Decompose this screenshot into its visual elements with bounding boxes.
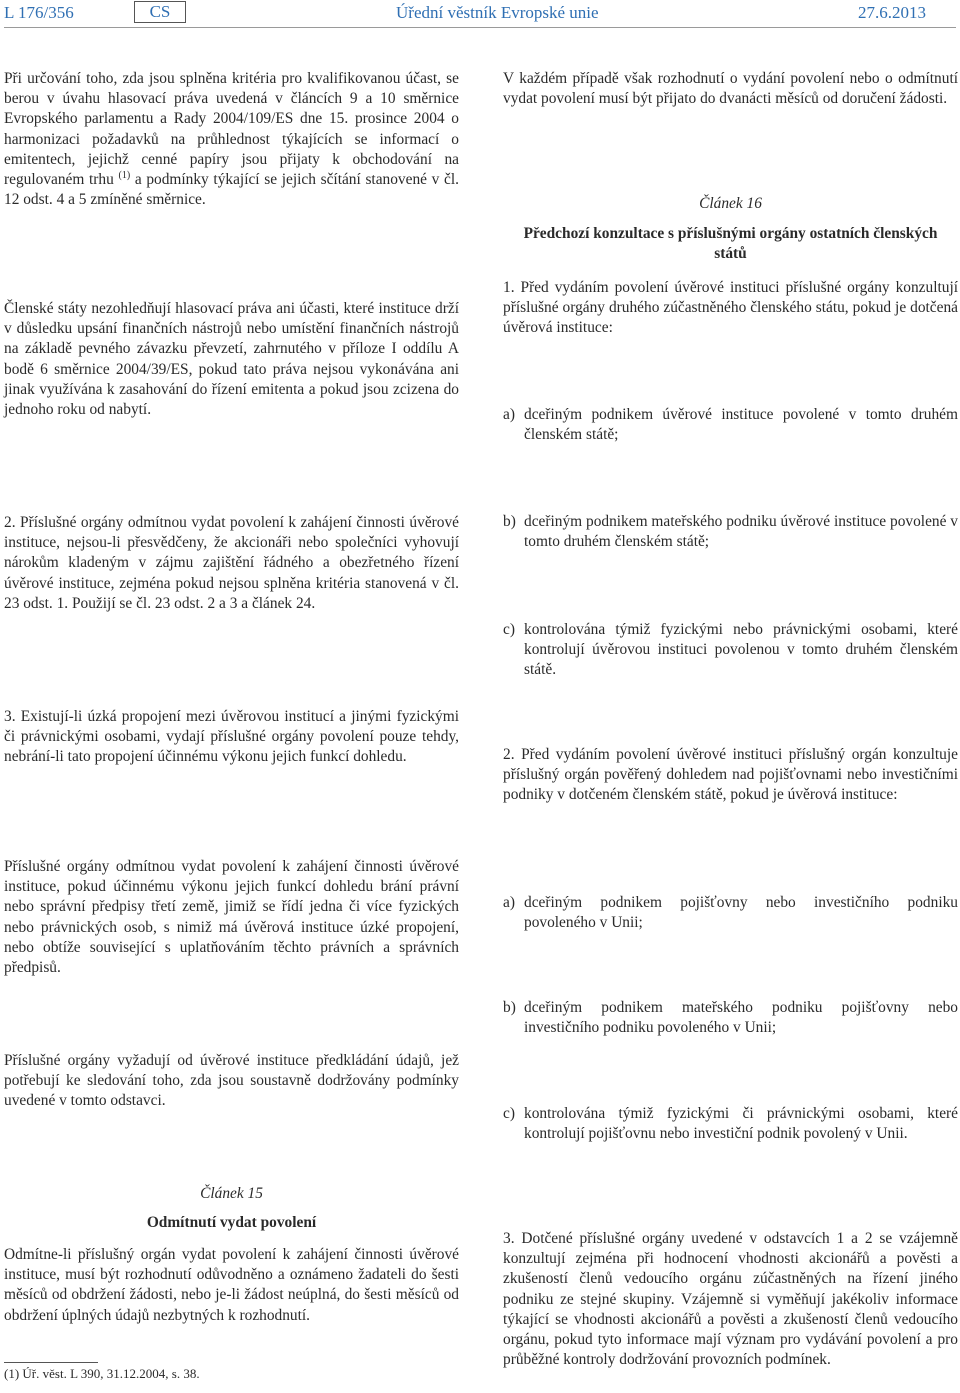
- left-paragraph-1-text: Při určování toho, zda jsou splněna kritéria pro kvalifikovanou účast, se berou v úvahu hlasovací práva uvedená v článcích 9 a 10 směrnice Evropského parlamentu a Rady 2004/109/ES dne 15. prosince 2004 o harmonizaci požadavků na průhlednost týkajících se informací o emitentech, jejichž cenné papíry jsou přijaty k obchodování na regulovaném trhu: [4, 70, 459, 189]
- right-paragraph-1-text: V každém případě však rozhodnutí o vydání povolení nebo o odmítnutí vydat povolení musí být přijato do dvanácti měsíců od doručení žádosti.: [503, 70, 958, 108]
- list-1-item-b: [503, 512, 958, 552]
- footnote-ref[interactable]: (1): [118, 169, 131, 181]
- right-paragraph-3: [503, 745, 958, 806]
- list-1-item-c: [503, 620, 958, 681]
- footnote-divider: [4, 1362, 98, 1363]
- journal-title: Úřední věstník Evropské unie: [396, 3, 599, 22]
- left-paragraph-1-end: a podmínky týkající se jejich sčítání stanovené v čl. 12 odst. 4 a 5 zmíněné směrnice.: [4, 171, 459, 209]
- left-paragraph-4: [4, 707, 459, 768]
- list-marker: a): [503, 894, 515, 911]
- list-marker: c): [503, 1105, 515, 1122]
- left-paragraph-3-text: 2. Příslušné orgány odmítnou vydat povolení k zahájení činnosti úvěrové instituce, nejsou-li přesvědčeny, že akcionáři nebo společníci vyhovují nárokům kladeným v zájmu zajištění řádného a obezřetného řízení úvěrové instituce, zejména pokud nejsou splněna kritéria stanovená v čl. 23 odst. 1. Použijí se čl. 23 odst. 2 a 3 a článek 24.: [4, 514, 459, 612]
- header-divider: [4, 27, 956, 28]
- footnote: (1) Úř. věst. L 390, 31.12.2004, s. 38.: [4, 1366, 200, 1381]
- left-paragraph-6-text: Příslušné orgány vyžadují od úvěrové instituce předkládání údajů, jež potřebují ke sledování toho, zda jsou soustavně dodržovány podmínky uvedené v tomto odstavci.: [4, 1052, 459, 1110]
- list-item-text: dceřiným podnikem úvěrové instituce povolené v tomto druhém členském státě;: [524, 406, 958, 444]
- list-item-text: kontrolována týmiž fyzickými nebo právnickými osobami, které kontrolují úvěrovou instituci povolenou v tomto druhém členském státě.: [524, 621, 958, 679]
- list-item-text: dceřiným podnikem mateřského podniku úvěrové instituce povolené v tomto druhém členském státě;: [524, 513, 958, 551]
- left-paragraph-2-text: Členské státy nezohledňují hlasovací práva ani účasti, které instituce drží v důsledku upsání finančních nástrojů nebo umístění finančních nástrojů na základě pevného závazku převzetí, zahrnutého v příloze I oddílu A bodě 6 směrnice 2004/39/ES, pokud tato práva nejsou vykonávána ani jinak využívána k zasahování do řízení emitenta a pokud jsou zcizena do jednoho roku od nabytí.: [4, 300, 459, 419]
- left-paragraph-1: [4, 69, 459, 210]
- list-item-text: dceřiným podnikem mateřského podniku pojišťovny nebo investičního podniku povoleného v Unii;: [524, 999, 958, 1037]
- left-paragraph-2: [4, 299, 459, 420]
- list-marker: a): [503, 406, 515, 423]
- left-paragraph-5: [4, 857, 459, 978]
- article-15-number: Článek 15: [200, 1185, 263, 1202]
- right-paragraph-4-text: 3. Dotčené příslušné orgány uvedené v odstavcích 1 a 2 se vzájemně konzultují zejména při hodnocení vhodnosti akcionářů a pověsti a zkušeností členů vedoucího orgánu zúčastněných na řízení jiného podniku ze stejné skupiny. Vzájemně si vyměňují jakékoliv informace týkající se vhodnosti akcionářů a pověsti a zkušeností členů vedoucího orgánu, pokud tyto informace mají význam pro vydávání povolení a pro průběžné kontroly dodržování provozních podmínek.: [503, 1230, 958, 1369]
- publication-date: 27.6.2013: [858, 3, 926, 22]
- page-reference: L 176/356: [4, 3, 74, 22]
- list-marker: b): [503, 999, 516, 1016]
- left-paragraph-3: [4, 513, 459, 614]
- list-marker: c): [503, 621, 515, 638]
- article-15-title: Odmítnutí vydat povolení: [146, 1214, 317, 1232]
- right-paragraph-2-text: 1. Před vydáním povolení úvěrové instituci příslušné orgány konzultují příslušné orgány druhého zúčastněného členského státu, pokud je dotčená úvěrová instituce:: [503, 279, 958, 337]
- right-paragraph-2: [503, 278, 958, 339]
- right-paragraph-3-text: 2. Před vydáním povolení úvěrové instituci příslušný orgán konzultuje příslušný orgán pověřený dohledem nad pojišťovnami nebo investičními podniky v dotčeném členském státě, pokud je úvěrová instituce:: [503, 746, 958, 804]
- list-item-text: dceřiným podnikem pojišťovny nebo investičního podniku povoleného v Unii;: [524, 894, 958, 932]
- list-2-item-c: [503, 1104, 958, 1144]
- list-marker: b): [503, 513, 516, 530]
- language-badge: CS: [134, 1, 186, 23]
- left-paragraph-7: [4, 1245, 459, 1326]
- right-paragraph-1: [503, 69, 958, 109]
- left-paragraph-6: [4, 1051, 459, 1112]
- article-15-heading: [4, 1184, 459, 1233]
- article-16-heading: [503, 194, 958, 265]
- right-paragraph-4: [503, 1229, 958, 1370]
- left-paragraph-4-text: 3. Existují-li úzká propojení mezi úvěrovou institucí a jinými fyzickými či právnickými osobami, vydají příslušné orgány povolení pouze tehdy, nebrání-li tato propojení účinnému výkonu jejich funkcí dohledu.: [4, 708, 459, 766]
- list-1-item-a: [503, 405, 958, 445]
- left-paragraph-5-text: Příslušné orgány odmítnou vydat povolení k zahájení činnosti úvěrové instituce, pokud účinnému výkonu jejich funkcí dohledu brání právní nebo správní předpisy třetí země, jimiž se řídí jedna či více fyzických nebo právnických osob, s nimiž má úvěrová instituce úzké propojení, nebo obtíže související s uplatňováním těchto právních a správních předpisů.: [4, 858, 459, 977]
- page-header: [0, 3, 960, 25]
- article-16-title: Předchozí konzultace s příslušnými orgány ostatních členských států: [523, 225, 938, 263]
- list-2-item-a: [503, 893, 958, 933]
- article-16-number: Článek 16: [699, 195, 762, 212]
- list-item-text: kontrolována týmiž fyzickými či právnickými osobami, které kontrolují pojišťovnu nebo investiční podnik povolený v Unii.: [524, 1105, 958, 1143]
- list-2-item-b: [503, 998, 958, 1038]
- left-paragraph-7-text: Odmítne-li příslušný orgán vydat povolení k zahájení činnosti úvěrové instituce, musí být rozhodnutí odůvodněno a oznámeno žadateli do šesti měsíců od obdržení žádosti, nebo je-li žádost neúplná, do šesti měsíců od obdržení úplných údajů nezbytných k rozhodnutí.: [4, 1246, 459, 1324]
